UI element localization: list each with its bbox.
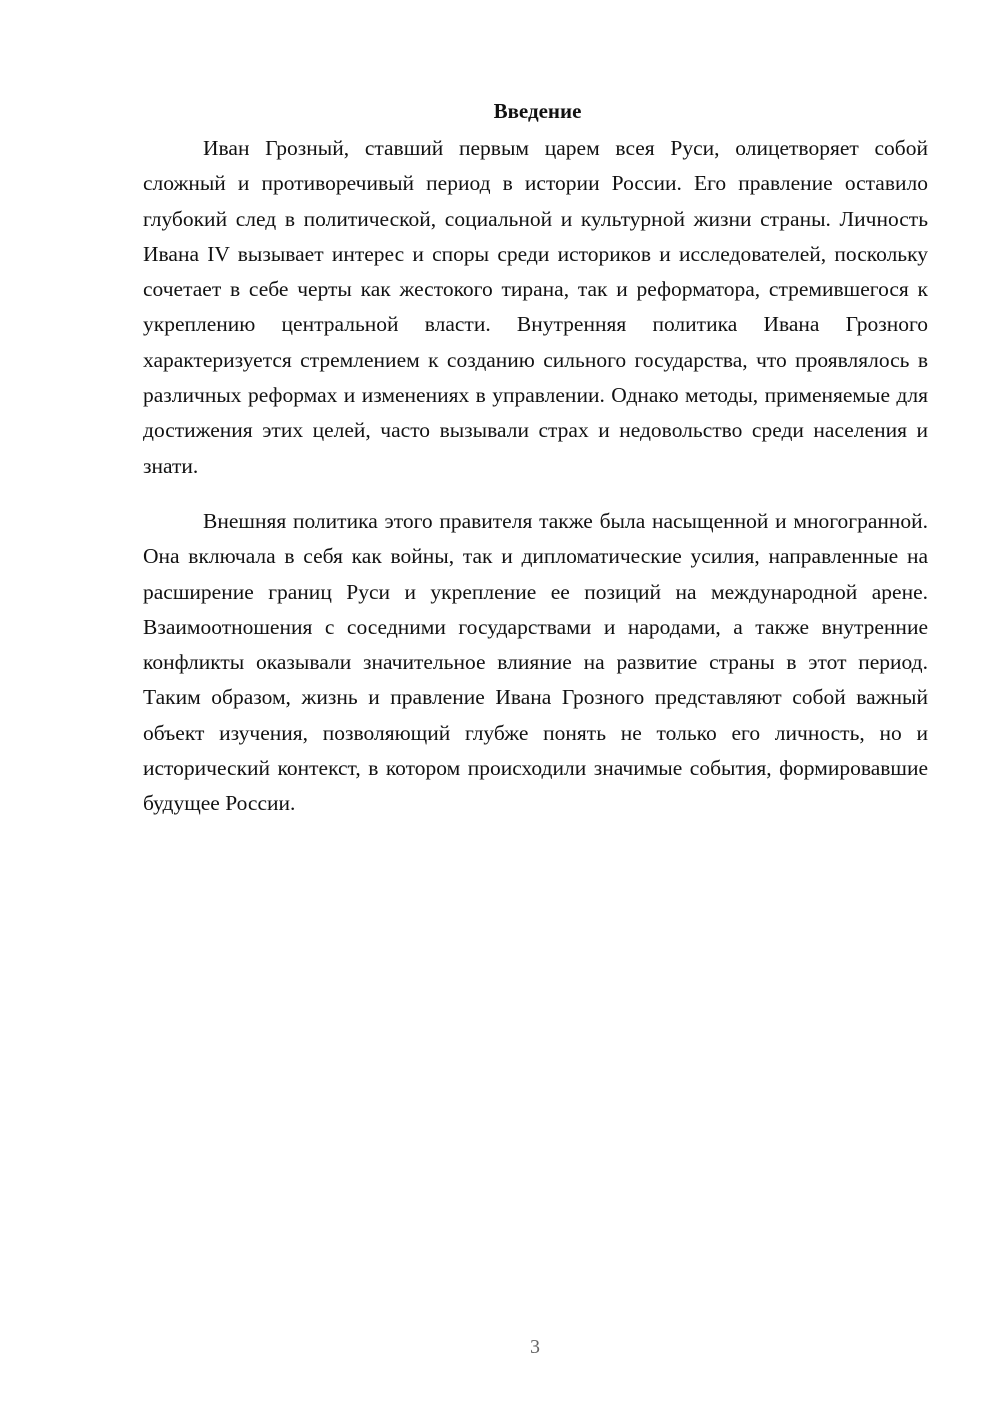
- paragraph-1: Иван Грозный, ставший первым царем всея Руси, олицетворяет собой сложный и противоречивый период в истории России. Его правление оставило глубокий след в политической, социальной и культурной жизни страны. Личность Ивана IV вызывает интерес и споры среди историков и исследователей, поскольку сочетает в себе черты как жестокого тирана, так и реформатора, стремившегося к укреплению центральной власти. Внутренняя политика Ивана Грозного характеризуется стремлением к созданию сильного государства, что проявлялось в различных реформах и изменениях в управлении. Однако методы, применяемые для достижения этих целей, часто вызывали страх и недовольство среди населения и знати.: [143, 136, 928, 478]
- paragraph-2: Внешняя политика этого правителя также была насыщенной и многогранной. Она включала в себя как войны, так и дипломатические усилия, направленные на расширение границ Руси и укрепление ее позиций на международной арене. Взаимоотношения с соседними государствами и народами, а также внутренние конфликты оказывали значительное влияние на развитие страны в этот период. Таким образом, жизнь и правление Ивана Грозного представляют собой важный объект изучения, позволяющий глубже понять не только его личность, но и исторический контекст, в котором происходили значимые события, формировавшие будущее России.: [143, 508, 928, 816]
- page-number: 3: [530, 1336, 540, 1358]
- page-content: [143, 96, 928, 822]
- section-heading: Введение: [493, 99, 582, 123]
